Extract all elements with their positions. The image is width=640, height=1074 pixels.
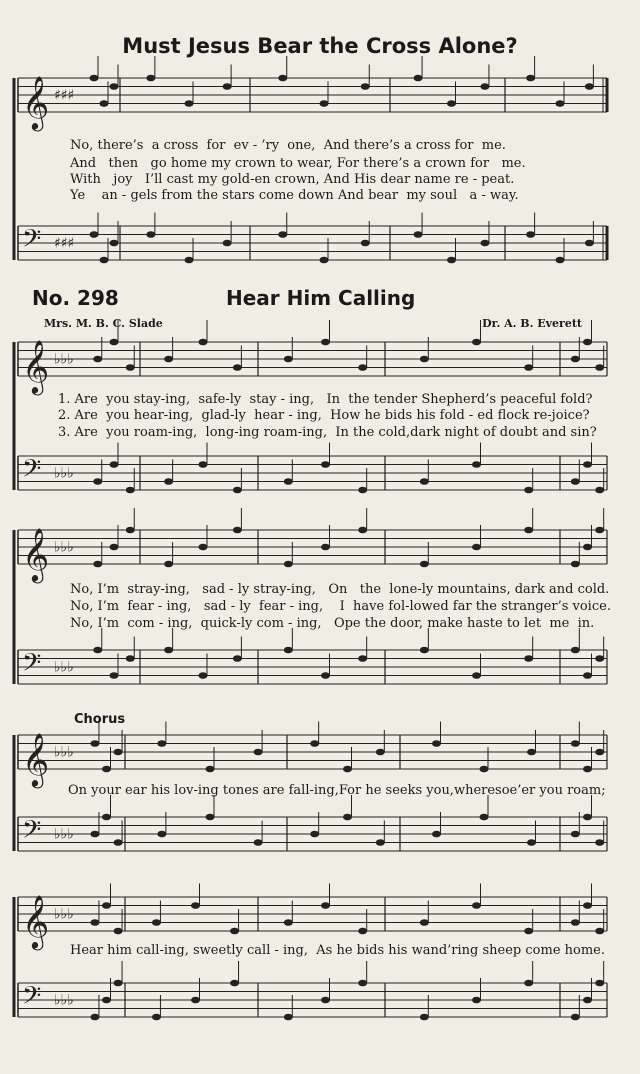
chorus-line-1-wrap: [0, 783, 640, 828]
key-signature: ♭♭♭: [54, 906, 74, 923]
note-head: [93, 561, 102, 568]
bass-clef: 𝄢: [22, 648, 42, 684]
note-head: [164, 356, 173, 363]
note-head: [583, 339, 592, 346]
note-head: [414, 75, 423, 82]
note-head: [278, 231, 287, 238]
note-head: [524, 527, 533, 534]
key-signature: ♭♭♭: [54, 351, 74, 368]
note-head: [90, 75, 99, 82]
note-head: [585, 83, 594, 90]
key-signature: ♭♭♭: [54, 826, 74, 843]
note-head: [223, 240, 232, 247]
key-signature: ♯♯♯: [54, 87, 75, 104]
note-head: [432, 740, 441, 747]
note-head: [100, 100, 109, 107]
verse-line-2b: No, I’m fear - ing, sad - ly fear - ing, I have fol-lowed far the stranger’s voice.: [70, 599, 611, 614]
treble-clef: 𝄞: [22, 339, 50, 393]
bass-clef: 𝄢: [22, 981, 42, 1017]
hymn1-verse-4: Ye an - gels from the stars come down And bear my soul a - way.: [70, 188, 519, 203]
note-head: [361, 240, 370, 247]
note-head: [527, 749, 536, 756]
verse-line-1b: No, I’m stray-ing, sad - ly stray-ing, On the lone-ly mountains, dark and cold.: [70, 582, 610, 597]
hymn1-verse-1: No, there’s a cross for ev - ’ry one, And there’s a cross for me.: [70, 138, 506, 153]
key-signature: ♭♭♭: [54, 992, 74, 1009]
note-head: [583, 672, 592, 679]
note-head: [583, 997, 592, 1004]
note-head: [199, 544, 208, 551]
note-head: [571, 561, 580, 568]
note-head: [233, 487, 242, 494]
note-head: [90, 919, 99, 926]
bass-clef: 𝄢: [22, 815, 42, 851]
hymn1-title: Must Jesus Bear the Cross Alone?: [122, 34, 518, 58]
note-head: [361, 83, 370, 90]
note-head: [320, 257, 329, 264]
note-head: [472, 997, 481, 1004]
note-head: [102, 766, 111, 773]
note-head: [358, 928, 367, 935]
hymn1-lyrics: [0, 138, 640, 228]
note-head: [157, 740, 166, 747]
note-head: [114, 928, 123, 935]
verse-line-2a: 2. Are you hear-ing, glad-ly hear - ing, How he bids his fold - ed flock re-joice?: [58, 408, 590, 423]
note-head: [472, 672, 481, 679]
note-head: [358, 487, 367, 494]
note-head: [110, 240, 119, 247]
note-head: [223, 83, 232, 90]
note-head: [310, 740, 319, 747]
note-head: [320, 100, 329, 107]
note-head: [524, 928, 533, 935]
key-signature: ♭♭♭: [54, 659, 74, 676]
note-head: [343, 766, 352, 773]
note-head: [206, 766, 215, 773]
note-head: [414, 231, 423, 238]
note-head: [146, 75, 155, 82]
lyricist-credit: Mrs. M. B. C. Slade: [44, 317, 163, 330]
note-head: [110, 83, 119, 90]
note-head: [90, 740, 99, 747]
hymn-number: No. 298: [32, 286, 119, 310]
note-head: [571, 356, 580, 363]
note-head: [420, 1014, 429, 1021]
note-head: [284, 1014, 293, 1021]
chorus-label: Chorus: [74, 712, 126, 727]
note-head: [358, 364, 367, 371]
hymn1-verse-3: With joy I’ll cast my gold-en crown, And His dear name re - peat.: [70, 172, 515, 187]
hymn1-verse-2: And then go home my crown to wear, For there’s a crown for me.: [70, 156, 526, 171]
note-head: [571, 1014, 580, 1021]
note-head: [480, 83, 489, 90]
note-head: [110, 339, 119, 346]
note-head: [90, 1014, 99, 1021]
note-head: [164, 561, 173, 568]
note-head: [420, 356, 429, 363]
verse-line-3b: No, I’m com - ing, quick-ly com - ing, Ope the door, make haste to let me in.: [70, 616, 595, 631]
note-head: [432, 831, 441, 838]
chorus-line-2: Hear him call-ing, sweetly call - ing, As he bids his wand’ring sheep come home.: [70, 943, 605, 958]
note-head: [90, 231, 99, 238]
note-head: [480, 766, 489, 773]
verse-line-3a: 3. Are you roam-ing, long-ing roam-ing, In the cold,dark night of doubt and sin?: [58, 425, 597, 440]
note-head: [164, 478, 173, 485]
note-head: [595, 839, 604, 846]
note-head: [321, 339, 330, 346]
key-signature: ♯♯♯: [54, 235, 75, 252]
note-head: [556, 257, 565, 264]
treble-clef: 𝄞: [22, 732, 50, 786]
treble-clef: 𝄞: [22, 527, 50, 581]
note-head: [284, 561, 293, 568]
verse-line-1a: 1. Are you stay-ing, safe-ly stay - ing, In the tender Shepherd’s peaceful fold?: [58, 392, 593, 407]
note-head: [472, 339, 481, 346]
note-head: [571, 740, 580, 747]
note-head: [571, 478, 580, 485]
note-head: [310, 831, 319, 838]
note-head: [126, 364, 135, 371]
hymn2-verse-lines-b: [0, 582, 640, 657]
note-head: [191, 997, 200, 1004]
note-head: [420, 919, 429, 926]
note-head: [157, 831, 166, 838]
note-head: [376, 749, 385, 756]
note-head: [595, 749, 604, 756]
note-head: [571, 831, 580, 838]
bass-clef: 𝄢: [22, 454, 42, 490]
note-head: [556, 100, 565, 107]
note-head: [321, 902, 330, 909]
note-head: [146, 231, 155, 238]
bass-clef: 𝄢: [22, 224, 42, 260]
note-head: [191, 902, 200, 909]
note-head: [447, 100, 456, 107]
note-head: [358, 527, 367, 534]
note-head: [583, 766, 592, 773]
note-head: [376, 839, 385, 846]
note-head: [524, 487, 533, 494]
note-head: [472, 902, 481, 909]
note-head: [93, 478, 102, 485]
note-head: [93, 356, 102, 363]
note-head: [102, 997, 111, 1004]
note-head: [585, 240, 594, 247]
hymn2-verse-lines-a: [0, 392, 640, 467]
note-head: [595, 527, 604, 534]
note-head: [126, 487, 135, 494]
note-head: [595, 364, 604, 371]
note-head: [199, 672, 208, 679]
note-head: [321, 997, 330, 1004]
note-head: [480, 240, 489, 247]
note-head: [284, 919, 293, 926]
key-signature: ♭♭♭: [54, 539, 74, 556]
treble-clef: 𝄞: [22, 894, 50, 948]
note-head: [583, 902, 592, 909]
note-head: [152, 1014, 161, 1021]
note-head: [254, 839, 263, 846]
note-head: [284, 356, 293, 363]
note-head: [420, 478, 429, 485]
treble-clef: 𝄞: [22, 75, 50, 129]
note-head: [284, 478, 293, 485]
note-head: [199, 339, 208, 346]
note-head: [185, 257, 194, 264]
note-head: [233, 527, 242, 534]
note-head: [185, 100, 194, 107]
note-head: [90, 831, 99, 838]
note-head: [100, 257, 109, 264]
note-head: [233, 364, 242, 371]
note-head: [526, 231, 535, 238]
note-head: [114, 749, 123, 756]
note-head: [278, 75, 287, 82]
note-head: [110, 672, 119, 679]
note-head: [321, 672, 330, 679]
note-head: [526, 75, 535, 82]
chorus-line-2-wrap: [0, 943, 640, 988]
note-head: [114, 839, 123, 846]
composer-credit: Dr. A. B. Everett: [482, 317, 582, 330]
note-head: [583, 544, 592, 551]
note-head: [110, 544, 119, 551]
note-head: [321, 544, 330, 551]
chorus-line-1: On your ear his lov-ing tones are fall-ing,For he seeks you,wheresoe’er you roam;: [68, 783, 606, 798]
note-head: [254, 749, 263, 756]
note-head: [152, 919, 161, 926]
key-signature: ♭♭♭: [54, 465, 74, 482]
note-head: [420, 561, 429, 568]
note-head: [527, 839, 536, 846]
note-head: [524, 364, 533, 371]
note-head: [230, 928, 239, 935]
note-head: [571, 919, 580, 926]
note-head: [595, 487, 604, 494]
note-head: [102, 902, 111, 909]
hymn2-title: Hear Him Calling: [226, 286, 416, 310]
note-head: [447, 257, 456, 264]
key-signature: ♭♭♭: [54, 744, 74, 761]
note-head: [472, 544, 481, 551]
note-head: [126, 527, 135, 534]
note-head: [595, 928, 604, 935]
